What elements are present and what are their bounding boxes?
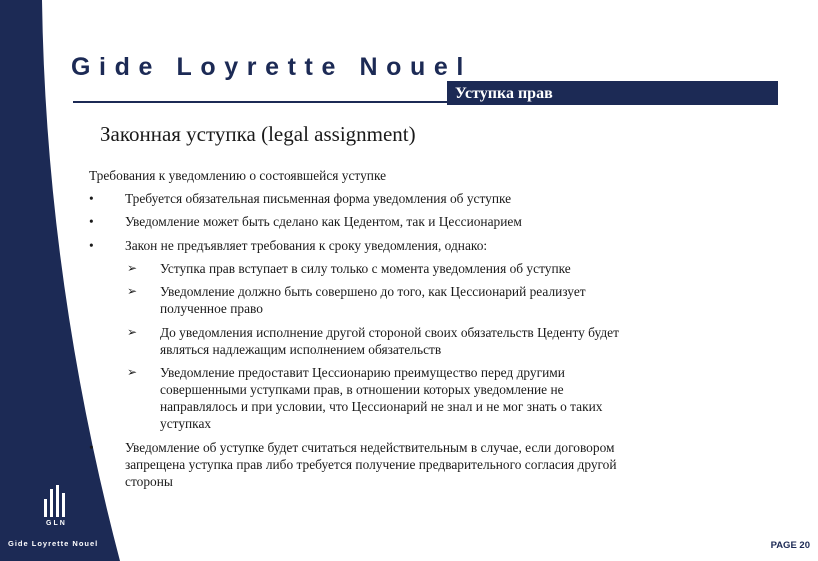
firm-logo bbox=[8, 485, 98, 549]
bullet-marker: • bbox=[89, 238, 94, 253]
logo-bars-icon bbox=[40, 485, 80, 517]
logo-monogram: GLN bbox=[46, 520, 67, 527]
sub-item-line: являться надлежащим исполнением обязательств bbox=[160, 342, 442, 357]
bullet-marker: • bbox=[89, 440, 94, 455]
arrow-bullet-icon: ➢ bbox=[127, 365, 138, 379]
bullet-marker: • bbox=[89, 191, 94, 206]
bullet-item bbox=[125, 190, 725, 207]
arrow-bullet-icon: ➢ bbox=[127, 261, 138, 275]
arrow-bullet-icon: ➢ bbox=[127, 325, 138, 339]
section-label: Уступка прав bbox=[455, 85, 553, 102]
bullet-marker: • bbox=[89, 214, 94, 229]
sub-item bbox=[160, 324, 720, 358]
sub-item-line: уступках bbox=[160, 416, 212, 431]
bullet-line: Уведомление может быть сделано как Цедентом, так и Цессионарием bbox=[125, 214, 522, 229]
sub-item-line: Уведомление предоставит Цессионарию преимущество перед другими bbox=[160, 365, 565, 380]
sub-item-line: Уведомление должно быть совершено до того, как Цессионарий реализует bbox=[160, 284, 586, 299]
sub-item bbox=[160, 260, 720, 277]
intro-text: Требования к уведомлению о состоявшейся уступке bbox=[89, 168, 387, 183]
bullet-line: Закон не предъявляет требования к сроку уведомления, однако: bbox=[125, 238, 488, 253]
slide-title: Законная уступка (legal assignment) bbox=[100, 122, 416, 146]
sub-item-line: направлялось и при условии, что Цессионарий не знал и не мог знать о таких bbox=[160, 399, 603, 414]
logo-firm-name: Gide Loyrette Nouel bbox=[8, 539, 99, 548]
bullet-item bbox=[125, 237, 725, 254]
arrow-bullet-icon: ➢ bbox=[127, 284, 138, 298]
bullet-line: Уведомление об уступке будет считаться недействительным в случае, если договором bbox=[125, 440, 615, 455]
header-rule bbox=[73, 101, 455, 103]
sub-item-line: совершенными уступками прав, в отношении которых уведомление не bbox=[160, 382, 564, 397]
bullet-line: стороны bbox=[125, 474, 173, 489]
bullet-line: Требуется обязательная письменная форма уведомления об уступке bbox=[125, 191, 512, 206]
section-tab bbox=[447, 81, 778, 105]
sub-item bbox=[160, 283, 720, 317]
sub-item bbox=[160, 364, 720, 432]
bullet-line: запрещена уступка прав либо требуется получение предварительного согласия другой bbox=[125, 457, 617, 472]
bullet-item bbox=[125, 213, 725, 230]
sub-item-line: До уведомления исполнение другой стороной своих обязательств Цеденту будет bbox=[160, 325, 619, 340]
sub-item-line: полученное право bbox=[160, 301, 263, 316]
brand-wordmark: Gide Loyrette Nouel bbox=[71, 53, 472, 81]
page-number: PAGE 20 bbox=[770, 540, 810, 551]
sub-item-line: Уступка прав вступает в силу только с момента уведомления об уступке bbox=[160, 261, 571, 276]
bullet-item bbox=[125, 439, 725, 490]
